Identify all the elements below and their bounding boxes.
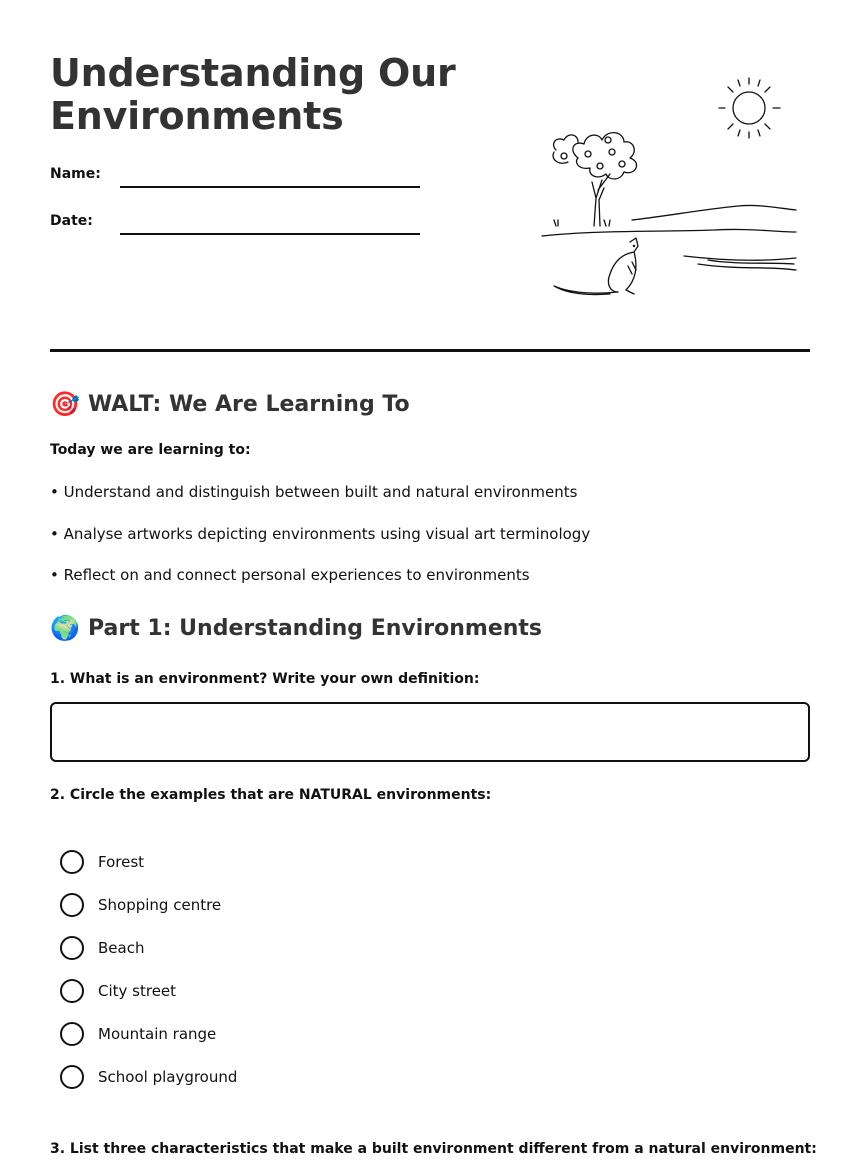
option-circle[interactable] xyxy=(60,893,84,917)
walt-goal: • Analyse artworks depicting environments using visual art terminology xyxy=(50,525,591,543)
worksheet-title xyxy=(50,52,490,138)
question-1: 1. What is an environment? Write your own definition: xyxy=(50,671,480,687)
question-2: 2. Circle the examples that are NATURAL environments: xyxy=(50,787,492,803)
tree-icon xyxy=(553,133,636,226)
target-icon: 🎯 xyxy=(50,390,80,418)
date-label: Date: xyxy=(50,213,93,229)
option-circle[interactable] xyxy=(60,850,84,874)
option-mountain-range[interactable] xyxy=(60,1022,216,1046)
option-beach[interactable] xyxy=(60,936,144,960)
name-label: Name: xyxy=(50,166,101,182)
option-school-playground[interactable] xyxy=(60,1065,237,1089)
option-circle[interactable] xyxy=(60,979,84,1003)
option-label: Beach xyxy=(98,939,145,957)
walt-goal: • Reflect on and connect personal experiences to environments xyxy=(50,566,530,584)
option-circle[interactable] xyxy=(60,1065,84,1089)
part1-heading xyxy=(50,614,542,642)
option-shopping-centre[interactable] xyxy=(60,893,221,917)
option-label: City street xyxy=(98,982,177,1000)
option-forest[interactable] xyxy=(60,850,144,874)
sun-icon xyxy=(719,78,780,138)
date-field[interactable] xyxy=(120,233,420,235)
option-label: Shopping centre xyxy=(98,896,222,914)
definition-answer-box[interactable] xyxy=(50,702,810,762)
kangaroo-icon xyxy=(554,238,638,295)
title-line-2: Environments xyxy=(50,94,344,138)
option-label: Forest xyxy=(98,853,145,871)
walt-heading xyxy=(50,390,410,418)
part1-heading-text: Part 1: Understanding Environments xyxy=(88,615,543,641)
option-city-street[interactable] xyxy=(60,979,176,1003)
option-label: School playground xyxy=(98,1068,238,1086)
title-line-1: Understanding Our xyxy=(50,51,456,95)
landscape-lines xyxy=(542,205,796,270)
landscape-illustration xyxy=(538,70,808,305)
option-label: Mountain range xyxy=(98,1025,217,1043)
globe-icon: 🌍 xyxy=(50,614,80,642)
option-circle[interactable] xyxy=(60,936,84,960)
walt-heading-text: WALT: We Are Learning To xyxy=(88,391,410,417)
option-circle[interactable] xyxy=(60,1022,84,1046)
name-field[interactable] xyxy=(120,186,420,188)
section-divider xyxy=(50,349,810,352)
walt-goal: • Understand and distinguish between built and natural environments xyxy=(50,483,578,501)
question-3: 3. List three characteristics that make a built environment different from a natural environment: xyxy=(50,1141,817,1157)
walt-intro: Today we are learning to: xyxy=(50,442,251,458)
